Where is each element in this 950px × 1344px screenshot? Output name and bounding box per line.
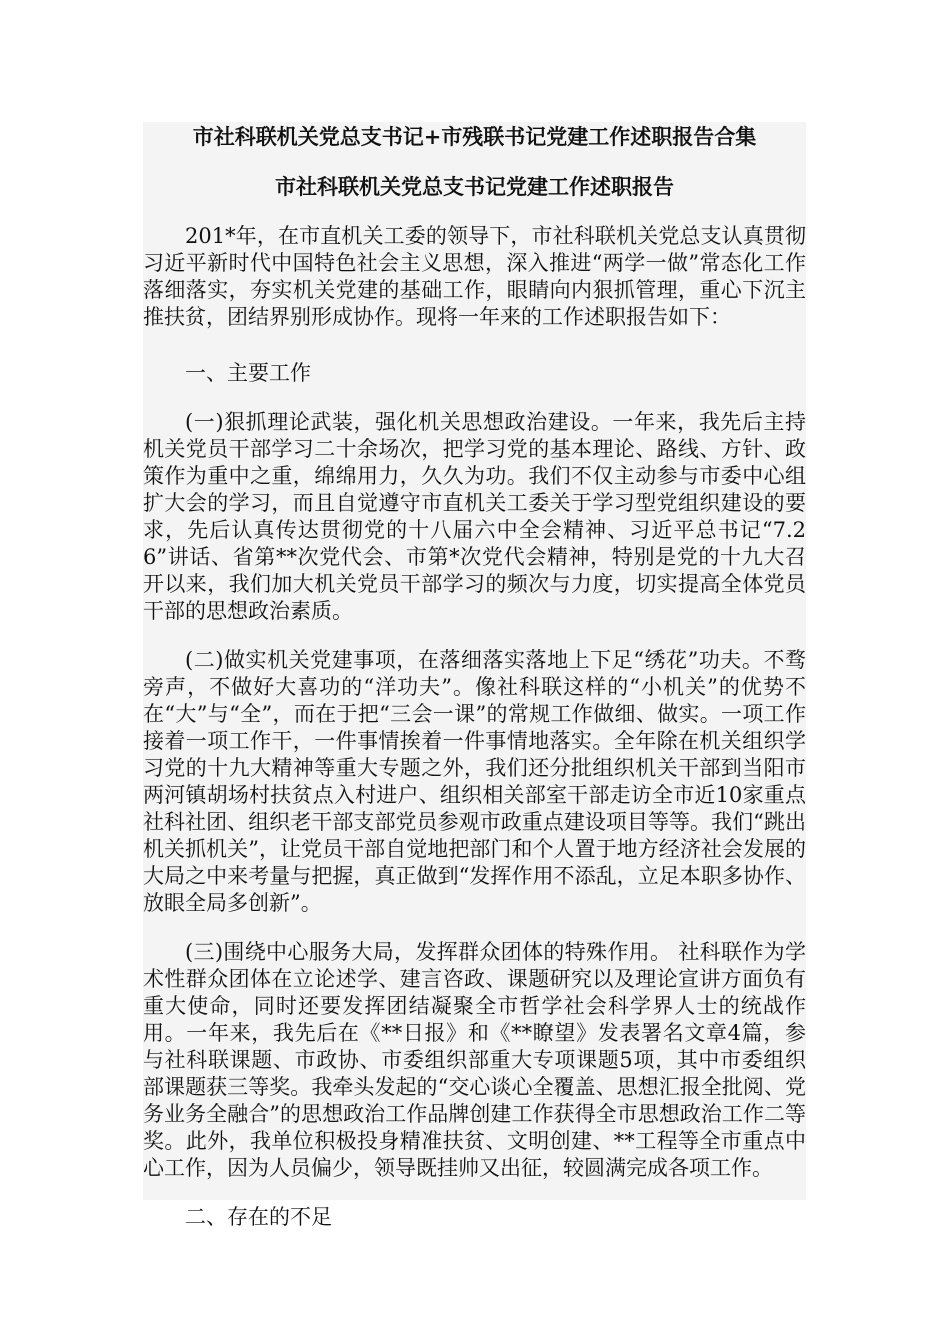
section-heading-main-work: 一、主要工作 bbox=[185, 361, 311, 385]
section-heading-shortcomings: 二、存在的不足 bbox=[185, 1205, 332, 1229]
work-item-3: (三)围绕中心服务大局，发挥群众团体的特殊作用。 社科联作为学术性群众团体在立论述学、建言咨政、课题研究以及理论宣讲方面负有重大使命，同时还要发挥团结凝聚全市哲学社会科学界人士的统战作用。一年来，我先后在《**日报》和《**瞭望》发表署名文章4篇，参与社科联课题、市政协、市委组织部重大专项课题5项，其中市委组织部课题获三等奖。我牵头发起的“交心谈心全覆盖、思想汇报全批阅、党务业务全融合”的思想政治工作品牌创建工作获得全市思想政治工作二等奖。此外，我单位积极投身精准扶贫、文明创建、**工程等全市重点中心工作，因为人员偏少，领导既挂帅又出征，较圆满完成各项工作。 bbox=[143, 940, 806, 1180]
work-item-2: (二)做实机关党建事项，在落细落实落地上下足“绣花”功夫。不骛旁声，不做好大喜功的“洋功夫”。像社科联这样的“小机关”的优势不在“大”与“全”，而在于把“三会一课”的常规工作做细、做实。一项工作接着一项工作干，一件事情挨着一件事情地落实。全年除在机关组织学习党的十九大精神等重大专题之外，我们还分批组织机关干部到当阳市两河镇胡场村扶贫点入村进户、组织相关部室干部走访全市近10家重点社科社团、组织老干部支部党员参观市政重点建设项目等等。我们“跳出机关抓机关”，让党员干部自觉地把部门和个人置于地方经济社会发展的大局之中来考量与把握，真正做到“发挥作用不添乱，立足本职多协作、放眼全局多创新”。 bbox=[143, 648, 806, 915]
work-item-1: (一)狠抓理论武装，强化机关思想政治建设。一年来，我先后主持机关党员干部学习二十余场次，把学习党的基本理论、路线、方针、政策作为重中之重，绵绵用力，久久为功。我们不仅主动参与市委中心组扩大会的学习，而且自觉遵守市直机关工委关于学习型党组织建设的要求，先后认真传达贯彻党的十八届六中全会精神、习近平总书记“7.26”讲话、省第**次党代会、市第*次党代会精神，特别是党的十九大召开以来，我们加大机关党员干部学习的频次与力度，切实提高全体党员干部的思想政治素质。 bbox=[143, 410, 806, 623]
report-title: 市社科联机关党总支书记党建工作述职报告 bbox=[275, 174, 674, 199]
intro-paragraph: 201*年，在市直机关工委的领导下，市社科联机关党总支认真贯彻习近平新时代中国特色社会主义思想，深入推进“两学一做”常态化工作落细落实，夯实机关党建的基础工作，眼睛向内狠抓管理，重心下沉主推扶贫，团结界别形成协作。现将一年来的工作述职报告如下： bbox=[143, 224, 806, 329]
document-title: 市社科联机关党总支书记+市残联书记党建工作述职报告合集 bbox=[192, 124, 757, 149]
document-body bbox=[143, 122, 806, 1231]
